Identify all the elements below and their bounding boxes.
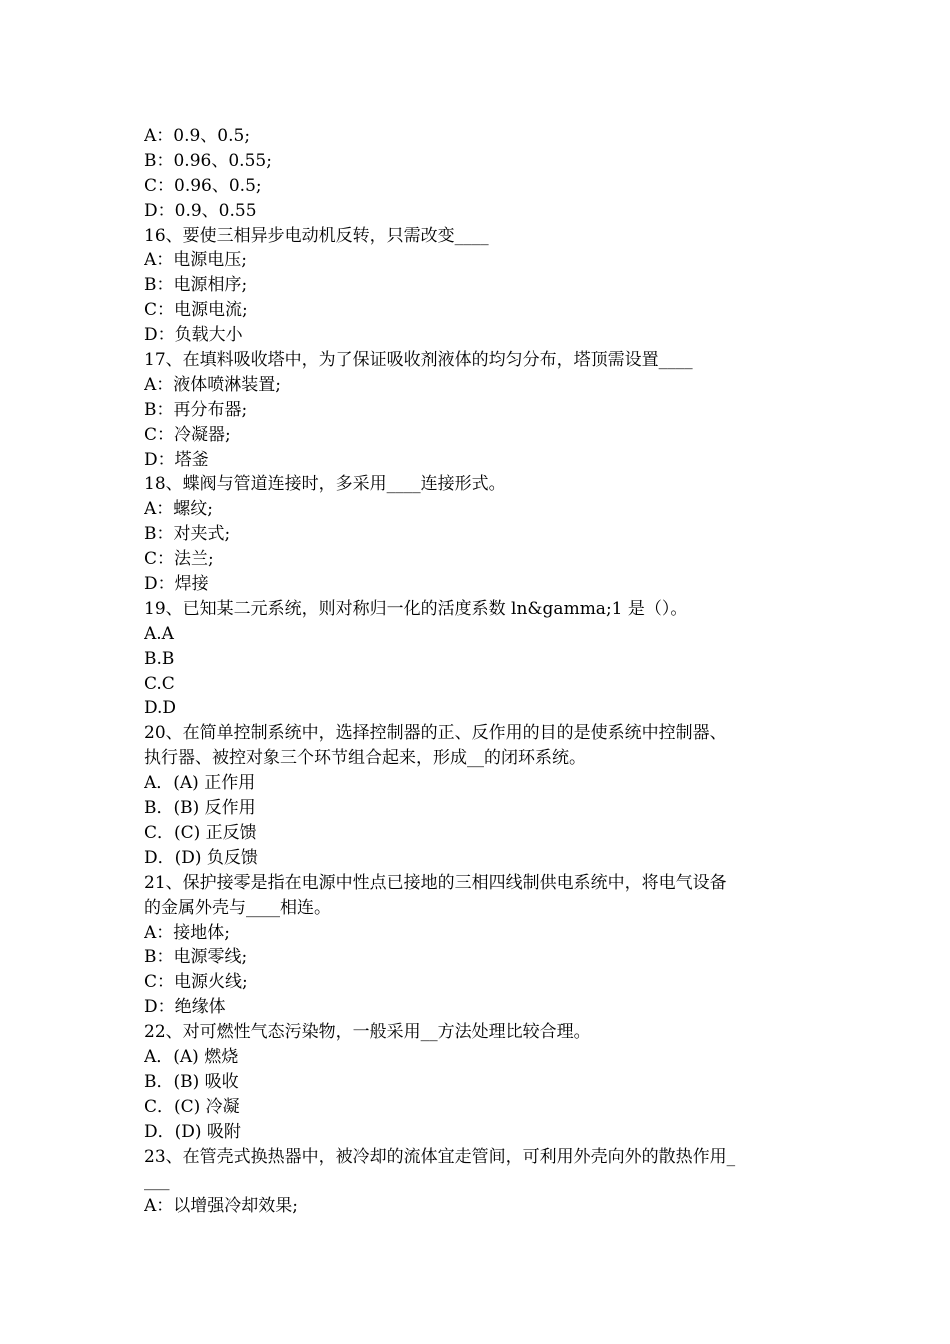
text-line: C.C [144, 673, 175, 694]
text-line: C：电源电流; [144, 300, 248, 321]
question-16: 16、要使三相异步电动机反转，只需改变____ [144, 225, 489, 246]
question-20: 20、在简单控制系统中，选择控制器的正、反作用的目的是使系统中控制器、 [144, 723, 727, 744]
text-line: B：电源零线; [144, 947, 248, 968]
text-line: A：接地体; [144, 922, 231, 943]
text-line: C．(C) 正反馈 [144, 822, 257, 843]
text-line: A：0.9、0.5; [144, 126, 251, 146]
text-line: D.D [144, 698, 177, 719]
text-line: C：0.96、0.5; [144, 175, 262, 196]
document-body [144, 124, 814, 1219]
text-line: ___ [144, 1171, 170, 1192]
question-17: 17、在填料吸收塔中，为了保证吸收剂液体的均匀分布，塔顶需设置____ [144, 350, 693, 371]
text-line: A：液体喷淋装置; [144, 374, 282, 395]
text-line: C：电源火线; [144, 972, 248, 993]
text-line: A：电源电压; [144, 250, 248, 271]
text-line: C：冷凝器; [144, 424, 231, 445]
question-18: 18、蝶阀与管道连接时，多采用____连接形式。 [144, 474, 506, 495]
text-line: A.A [144, 623, 174, 644]
question-21: 21、保护接零是指在电源中性点已接地的三相四线制供电系统中，将电气设备 [144, 872, 727, 893]
text-line: D：塔釜 [144, 449, 209, 470]
text-line: D．(D) 负反馈 [144, 847, 258, 868]
text-line: B：电源相序; [144, 275, 248, 296]
text-line: A．(A) 燃烧 [144, 1046, 239, 1067]
text-line: D：焊接 [144, 574, 209, 595]
text-line: 执行器、被控对象三个环节组合起来，形成__的闭环系统。 [144, 748, 586, 769]
text-line: C：法兰; [144, 549, 214, 570]
text-line: C．(C) 冷凝 [144, 1096, 240, 1117]
text-line: B.B [144, 648, 175, 669]
text-line: B：对夹式; [144, 524, 231, 545]
question-22: 22、对可燃性气态污染物，一般采用__方法处理比较合理。 [144, 1022, 591, 1043]
text-line: A：螺纹; [144, 499, 214, 520]
text-line: B．(B) 吸收 [144, 1071, 239, 1092]
text-line: A：以增强冷却效果; [144, 1196, 299, 1217]
text-line: B：再分布器; [144, 399, 248, 420]
text-line: 的金属外壳与____相连。 [144, 897, 331, 918]
text-line: D：负载大小 [144, 325, 243, 346]
text-line: D：绝缘体 [144, 997, 226, 1018]
text-line: B．(B) 反作用 [144, 798, 256, 819]
text-line: D：0.9、0.55 [144, 200, 257, 221]
question-23: 23、在管壳式换热器中，被冷却的流体宜走管间，可利用外壳向外的散热作用_ [144, 1146, 736, 1167]
text-line: A．(A) 正作用 [144, 773, 256, 794]
text-line: B：0.96、0.55; [144, 150, 272, 171]
question-19: 19、已知某二元系统，则对称归一化的活度系数 ln&gamma;1 是（）。 [144, 598, 688, 619]
text-line: D．(D) 吸附 [144, 1121, 241, 1142]
